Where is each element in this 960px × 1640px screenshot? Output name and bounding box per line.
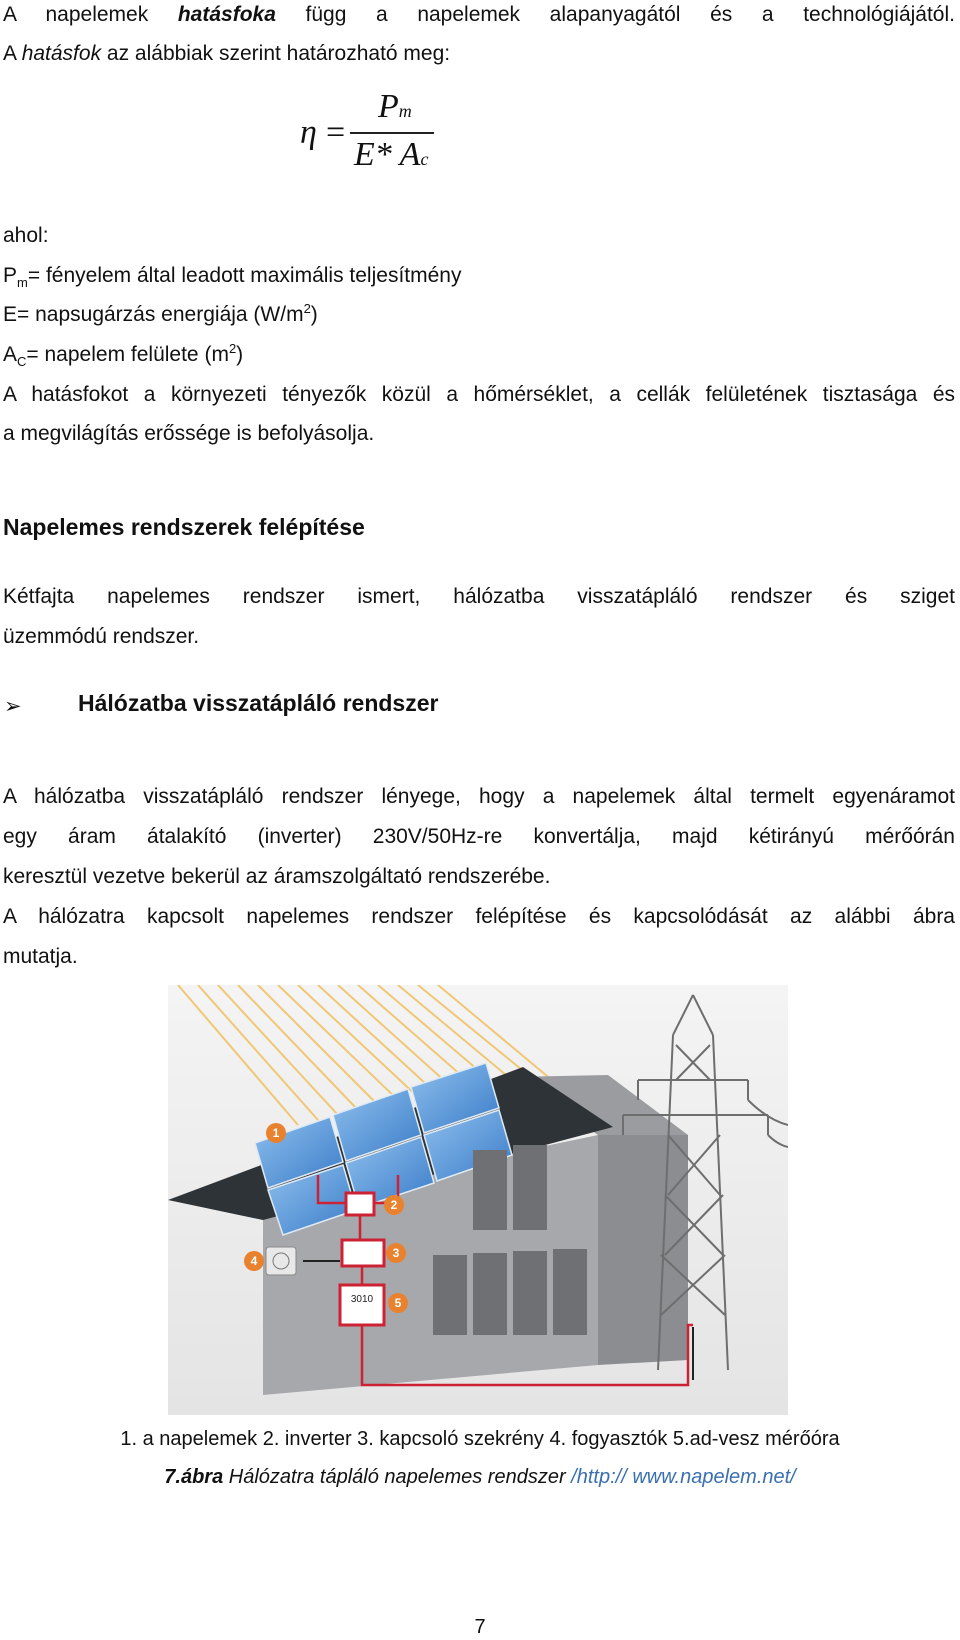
grid-connected-system-figure — [168, 985, 788, 1415]
text: A napelemek — [3, 3, 178, 26]
sup: 2 — [228, 341, 237, 356]
sup: 2 — [303, 301, 311, 316]
figure-title: Hálózatra tápláló napelemes rendszer — [223, 1466, 572, 1488]
house-illustration — [168, 985, 788, 1415]
socket — [266, 1247, 296, 1275]
figure-label: 7.ábra — [164, 1466, 224, 1488]
intro-line2: üzemmódú rendszer. — [3, 625, 200, 648]
fraction-bar — [350, 132, 434, 134]
sym: P — [3, 264, 18, 287]
text: függ a napelemek alapanyagától és a technológiájától. — [275, 3, 955, 26]
arrow-bullet-icon: ➢ — [4, 695, 22, 718]
text: ) — [236, 343, 244, 366]
section-heading: Napelemes rendszerek felépítése — [3, 514, 365, 540]
env-line1: A hatásfokot a környezeti tényezők közül a hőmérséklet, a cellák felületének tisztasága és — [3, 383, 955, 406]
para1-line1 — [3, 2, 955, 28]
def-e — [3, 302, 955, 328]
house-side-wall — [598, 1135, 688, 1365]
sym: A — [3, 343, 18, 366]
formula-equals: = — [326, 114, 346, 151]
ahol-label: ahol: — [3, 224, 49, 247]
formula-numerator — [378, 88, 412, 126]
marker-1: 1 — [272, 1126, 280, 1140]
marker-5: 5 — [394, 1296, 402, 1310]
sub: m — [17, 275, 28, 291]
switch-box — [342, 1240, 384, 1266]
text: = fényelem által leadott maximális teljesítmény — [27, 264, 462, 287]
p1-line2: egy áram átalakító (inverter) 230V/50Hz-re konvertálja, majd kétirányú mérőórán — [3, 825, 955, 848]
p2-line1: A hálózatra kapcsolt napelemes rendszer felépítése és kapcsolódását az alábbi ábra — [3, 905, 955, 928]
def-ac — [3, 342, 955, 368]
bold-term: hatásfoka — [177, 3, 276, 26]
para1-line2 — [3, 41, 955, 67]
text: E= napsugárzás energiája (W/m — [3, 303, 304, 326]
formula-eta: η — [300, 114, 317, 151]
source-link[interactable]: /http:// www.napelem.net/ — [571, 1466, 796, 1488]
marker-3: 3 — [392, 1246, 400, 1260]
sub: C — [17, 354, 27, 370]
p1-line1: A hálózatba visszatápláló rendszer lényege, hogy a napelemek által termelt egyenáramot — [3, 785, 955, 808]
text: A — [3, 42, 22, 65]
subsection-header — [0, 690, 700, 722]
meter-reading: 3010 — [350, 1294, 374, 1305]
formula-p: P — [378, 88, 399, 125]
inverter-box — [346, 1193, 374, 1215]
marker-2: 2 — [390, 1198, 398, 1212]
figure-legend: 1. a napelemek 2. inverter 3. kapcsoló szekrény 4. fogyasztók 5.ad-vesz mérőóra — [120, 1428, 840, 1450]
page-number: 7 — [474, 1616, 486, 1638]
figure-caption — [0, 1466, 960, 1489]
text: az alábbiak szerint határozható meg: — [101, 42, 451, 65]
formula-ea: E* A — [354, 136, 421, 173]
text: = napelem felülete (m — [26, 343, 229, 366]
meter-box — [340, 1285, 384, 1325]
env-line2: a megvilágítás erőssége is befolyásolja. — [3, 422, 375, 445]
def-pm — [3, 263, 955, 289]
subsection-heading: Hálózatba visszatápláló rendszer — [78, 690, 439, 716]
formula-denominator — [354, 136, 428, 174]
efficiency-formula — [300, 88, 440, 188]
italic-term: hatásfok — [21, 42, 102, 65]
formula-c: c — [420, 149, 429, 169]
formula-m: m — [398, 101, 412, 121]
intro-line1: Kétfajta napelemes rendszer ismert, hálózatba visszatápláló rendszer és sziget — [3, 585, 955, 608]
text: ) — [310, 303, 318, 326]
p2-line2: mutatja. — [3, 945, 78, 968]
marker-4: 4 — [250, 1254, 258, 1268]
p1-line3: keresztül vezetve bekerül az áramszolgáltató rendszerébe. — [3, 865, 551, 888]
